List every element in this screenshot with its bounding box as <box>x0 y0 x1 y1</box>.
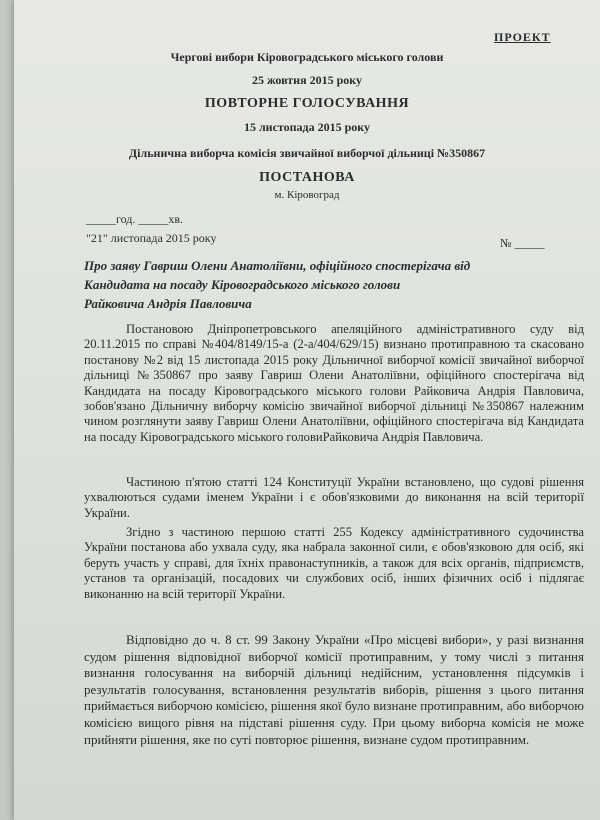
paragraph-court-ruling: Постановою Дніпропетровського апеляційного адміністративного суду від 20.11.2015 по справі №404/8149/15-а (2-а/404/629/15) визнано протиправною та скасовано постанову №2 від 15 листопада 2015 року Дільничної виборчої комісії звичайної виборчої дільниці №350867 про заяву Гавриш Олени Анатоліївни, офіційного спостерігача від Кандидата на посаду Кіровоградського міського голови Райковича Андрія Павловича, зобов'язано Дільничну виборчу комісію звичайної виборчої дільниці №350867 належним чином розглянути заяву Гавриш Олени Анатоліївни, офіційного спостерігача від Кандидата на посаду Кіровоградського міського головиРайковича Андрія Павловича. <box>84 322 584 444</box>
election-title: Чергові вибори Кіровоградського міського голови <box>170 50 444 64</box>
commission-name: Дільнична виборча комісія звичайної виборчої дільниці №350867 <box>128 146 486 160</box>
subject-block <box>84 256 564 313</box>
date-field: "21" листопада 2015 року <box>86 231 217 245</box>
subject-line: Про заяву Гавриш Олени Анатоліївни, офіційного спостерігача від <box>84 258 471 273</box>
revote-date: 15 листопада 2015 року <box>243 120 371 134</box>
city-name: м. Кіровоград <box>274 189 340 201</box>
paragraph-constitution: Частиною п'ятою статті 124 Конституції України встановлено, що судові рішення ухвалюються судами іменем України і є обов'язковими до виконання на всій території України. <box>84 475 584 520</box>
time-field: _____год. _____хв. <box>86 212 184 226</box>
paragraph-law: Відповідно до ч. 8 ст. 99 Закону України «Про місцеві вибори», у разі визнання судом рішення відповідної виборчої комісії протиправним, у тому числі з питання визнання голосування на виборчій дільниці недійсним, установлення підсумків і результатів голосування, встановлення результатів виборів, рішення з цього питання приймається виборчою комісією, рішення якої було визнане протиправним, або виборчою комісією вищого рівня на підставі рішення суду. При цьому виборча комісія не може прийняти рішення, яке по суті повторює рішення, визнане судом протиправним. <box>84 632 584 747</box>
document-title: ПОСТАНОВА <box>259 170 355 185</box>
paragraph-code: Згідно з частиною першою статті 255 Кодексу адміністративного судочинства України постанова або ухвала суду, яка набрала законної сили, є обов'язковою для осіб, які беруть участь у справі, для їхніх правонаступників, а також для всіх органів, підприємств, установ та організацій, посадових чи службових осіб, інших фізичних осіб і підлягає виконанню на всій території України. <box>84 525 584 601</box>
subject-line: Кандидата на посаду Кіровоградського міського голови <box>84 277 401 292</box>
revote-heading: ПОВТОРНЕ ГОЛОСУВАННЯ <box>204 96 410 111</box>
election-date: 25 жовтня 2015 року <box>251 73 362 87</box>
draft-stamp: ПРОЕКТ <box>494 30 551 44</box>
number-field: № _____ <box>500 236 545 250</box>
subject-line: Райковича Андрія Павловича <box>84 296 252 311</box>
document-page <box>14 0 600 820</box>
